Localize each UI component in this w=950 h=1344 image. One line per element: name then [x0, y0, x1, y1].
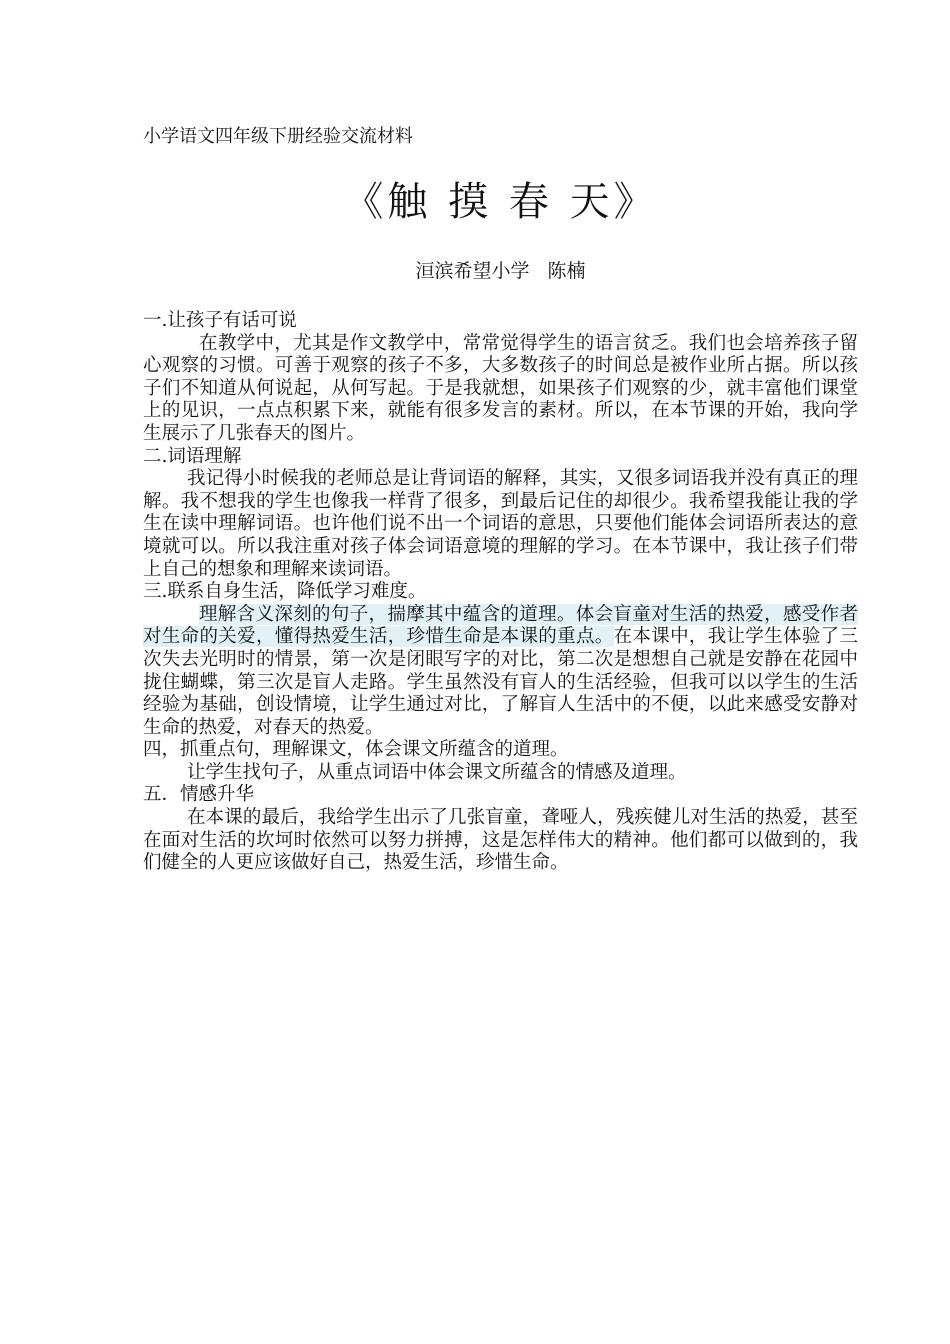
section-paragraph-4: 让学生找句子，从重点词语中体会课文所蕴含的情感及道理。	[187, 761, 687, 783]
section-heading-5: 五．情感升华	[143, 784, 255, 806]
section-paragraph-2: 我记得小时候我的老师总是让背词语的解释，其实，又很多词语我并没有真正的理解。我不想我的学生也像我一样背了很多，到最后记住的却很少。我希望我能让我的学生在读中理解词语。也许他们说不出一个词语的意思，只要他们能体会词语所表达的意境就可以。所以我注重对孩子体会词语意境的理解的学习。在本节课中，我让孩子们带上自己的想象和理解来读词语。	[143, 468, 858, 580]
section-paragraph-1: 在教学中，尤其是作文教学中，常常觉得学生的语言贫乏。我们也会培养孩子留心观察的习惯。可善于观察的孩子不多，大多数孩子的时间总是被作业所占据。所以孩子们不知道从何说起，从何写起。于是我就想，如果孩子们观察的少，就丰富他们课堂上的见识，一点点积累下来，就能有很多发言的素材。所以，在本节课的开始，我向学生展示了几张春天的图片。	[143, 332, 858, 444]
document-page	[143, 124, 858, 875]
section-heading-2: 二.词语理解	[143, 445, 242, 467]
document-body	[143, 310, 858, 875]
page-title: 《触 摸 春 天》	[343, 179, 658, 225]
section-paragraph-5: 在本课的最后，我给学生出示了几张盲童，聋哑人，残疾健儿对生活的热爱，甚至在面对生活的坎坷时依然可以努力拼搏，这是怎样伟大的精神。他们都可以做到的，我们健全的人更应该做好自己，热爱生活，珍惜生命。	[143, 807, 858, 874]
section-paragraph-3	[143, 604, 858, 740]
section-heading-4: 四，抓重点句，理解课文，体会课文所蕴含的道理。	[143, 739, 569, 761]
header-line: 小学语文四年级下册经验交流材料	[143, 126, 413, 147]
author-line	[143, 258, 858, 284]
highlighted-text: 理解含义深刻的句子，揣摩其中蕴含的道理。体会盲童对生活的热爱，感受作者对生命的关爱，懂得热爱生活，珍惜生命是本课的重点。	[143, 603, 858, 648]
section-heading-3: 三.联系自身生活，降低学习难度。	[143, 581, 427, 603]
author-name: 陈楠	[547, 260, 586, 282]
section-heading-1: 一.让孩子有话可说	[143, 310, 297, 331]
section-paragraph-3-rest: 在本课中，我让学生体验了三次失去光明时的情景，第一次是闭眼写字的对比，第二次是想想自己就是安静在花园中拢住蝴蝶，第三次是盲人走路。学生虽然没有盲人的生活经验，但我可以以学生的生活经验为基础，创设情境，让学生通过对比，了解盲人生活中的不便，以此来感受安静对生命的热爱，对春天的热爱。	[143, 626, 858, 738]
author-school: 洹滨希望小学	[415, 260, 530, 282]
